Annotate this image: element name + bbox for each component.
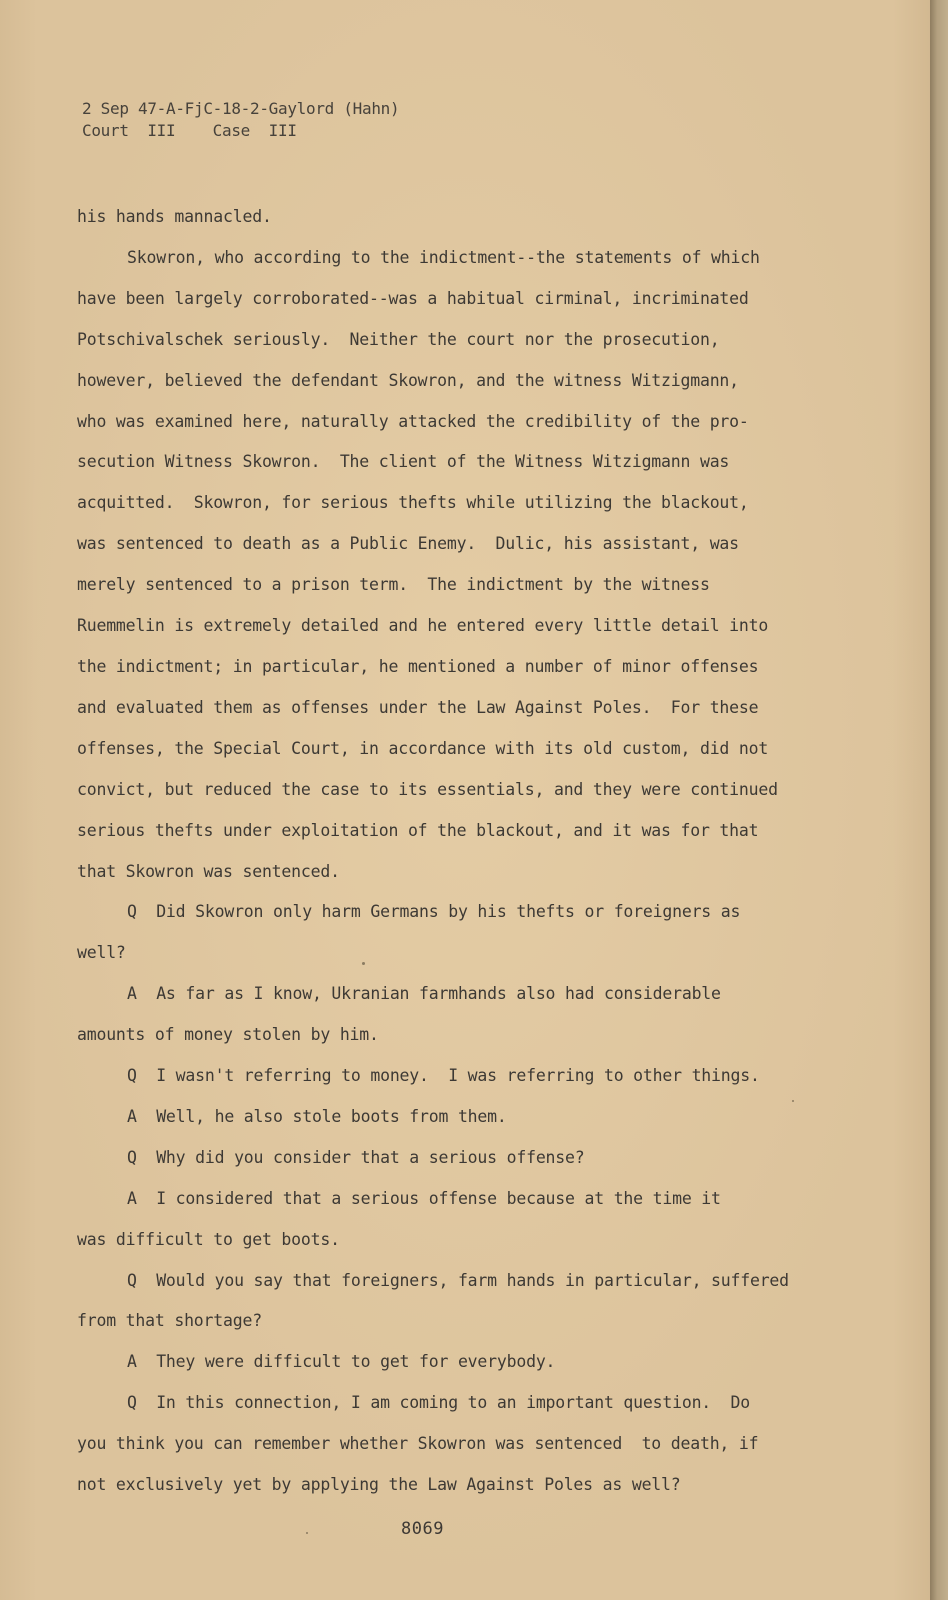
paper-speck	[792, 1100, 794, 1102]
answer-line: A I considered that a serious offense because at the time it	[127, 1188, 721, 1208]
answer-line: A As far as I know, Ukranian farmhands also had considerable	[127, 984, 721, 1004]
text-line: offenses, the Special Court, in accordance with its old custom, did not	[77, 738, 769, 758]
text-line: secution Witness Skowron. The client of the Witness Witzigmann was	[77, 452, 730, 472]
transcript-body	[77, 197, 837, 1506]
question-line: Q Would you say that foreigners, farm hands in particular, suffered	[127, 1270, 789, 1290]
question-line: Q I wasn't referring to money. I was referring to other things.	[127, 1066, 760, 1086]
text-line: Potschivalschek seriously. Neither the court nor the prosecution,	[77, 329, 720, 349]
text-line: was sentenced to death as a Public Enemy. Dulic, his assistant, was	[77, 534, 739, 554]
text-line: well?	[77, 943, 126, 963]
text-line: serious thefts under exploitation of the blackout, and it was for that	[77, 820, 759, 840]
text-line: you think you can remember whether Skowron was sentenced to death, if	[77, 1434, 759, 1454]
text-line: from that shortage?	[77, 1311, 262, 1331]
text-line: that Skowron was sentenced.	[77, 861, 340, 881]
document-header	[82, 98, 399, 142]
text-line: was difficult to get boots.	[77, 1229, 340, 1249]
page-edge-shadow	[930, 0, 948, 1600]
text-line: have been largely corroborated--was a habitual cirminal, incriminated	[77, 288, 749, 308]
page-number: 8069	[401, 1519, 444, 1539]
question-line: Q Did Skowron only harm Germans by his thefts or foreigners as	[127, 902, 741, 922]
question-line: Q Why did you consider that a serious offense?	[127, 1147, 585, 1167]
text-line: convict, but reduced the case to its essentials, and they were continued	[77, 779, 778, 799]
text-line: merely sentenced to a prison term. The indictment by the witness	[77, 575, 710, 595]
text-line: Skowron, who according to the indictment--the statements of which	[127, 247, 760, 267]
text-line: however, believed the defendant Skowron, and the witness Witzigmann,	[77, 370, 739, 390]
text-line: who was examined here, naturally attacked the credibility of the pro-	[77, 411, 749, 431]
answer-line: A Well, he also stole boots from them.	[127, 1106, 507, 1126]
text-line: acquitted. Skowron, for serious thefts while utilizing the blackout,	[77, 493, 749, 513]
text-line: Ruemmelin is extremely detailed and he entered every little detail into	[77, 616, 769, 636]
text-line: the indictment; in particular, he mentioned a number of minor offenses	[77, 656, 759, 676]
header-court-case: Court III Case III	[82, 121, 297, 140]
text-line: and evaluated them as offenses under the Law Against Poles. For these	[77, 697, 759, 717]
text-line: amounts of money stolen by him.	[77, 1025, 379, 1045]
paper-speck	[362, 962, 365, 965]
question-line: Q In this connection, I am coming to an important question. Do	[127, 1393, 750, 1413]
header-case-reference: 2 Sep 47-A-FjC-18-2-Gaylord (Hahn)	[82, 99, 400, 118]
text-line: his hands mannacled.	[77, 207, 272, 226]
answer-line: A They were difficult to get for everybody.	[127, 1352, 556, 1372]
paper-speck	[306, 1532, 308, 1534]
text-line: not exclusively yet by applying the Law Against Poles as well?	[77, 1475, 681, 1495]
